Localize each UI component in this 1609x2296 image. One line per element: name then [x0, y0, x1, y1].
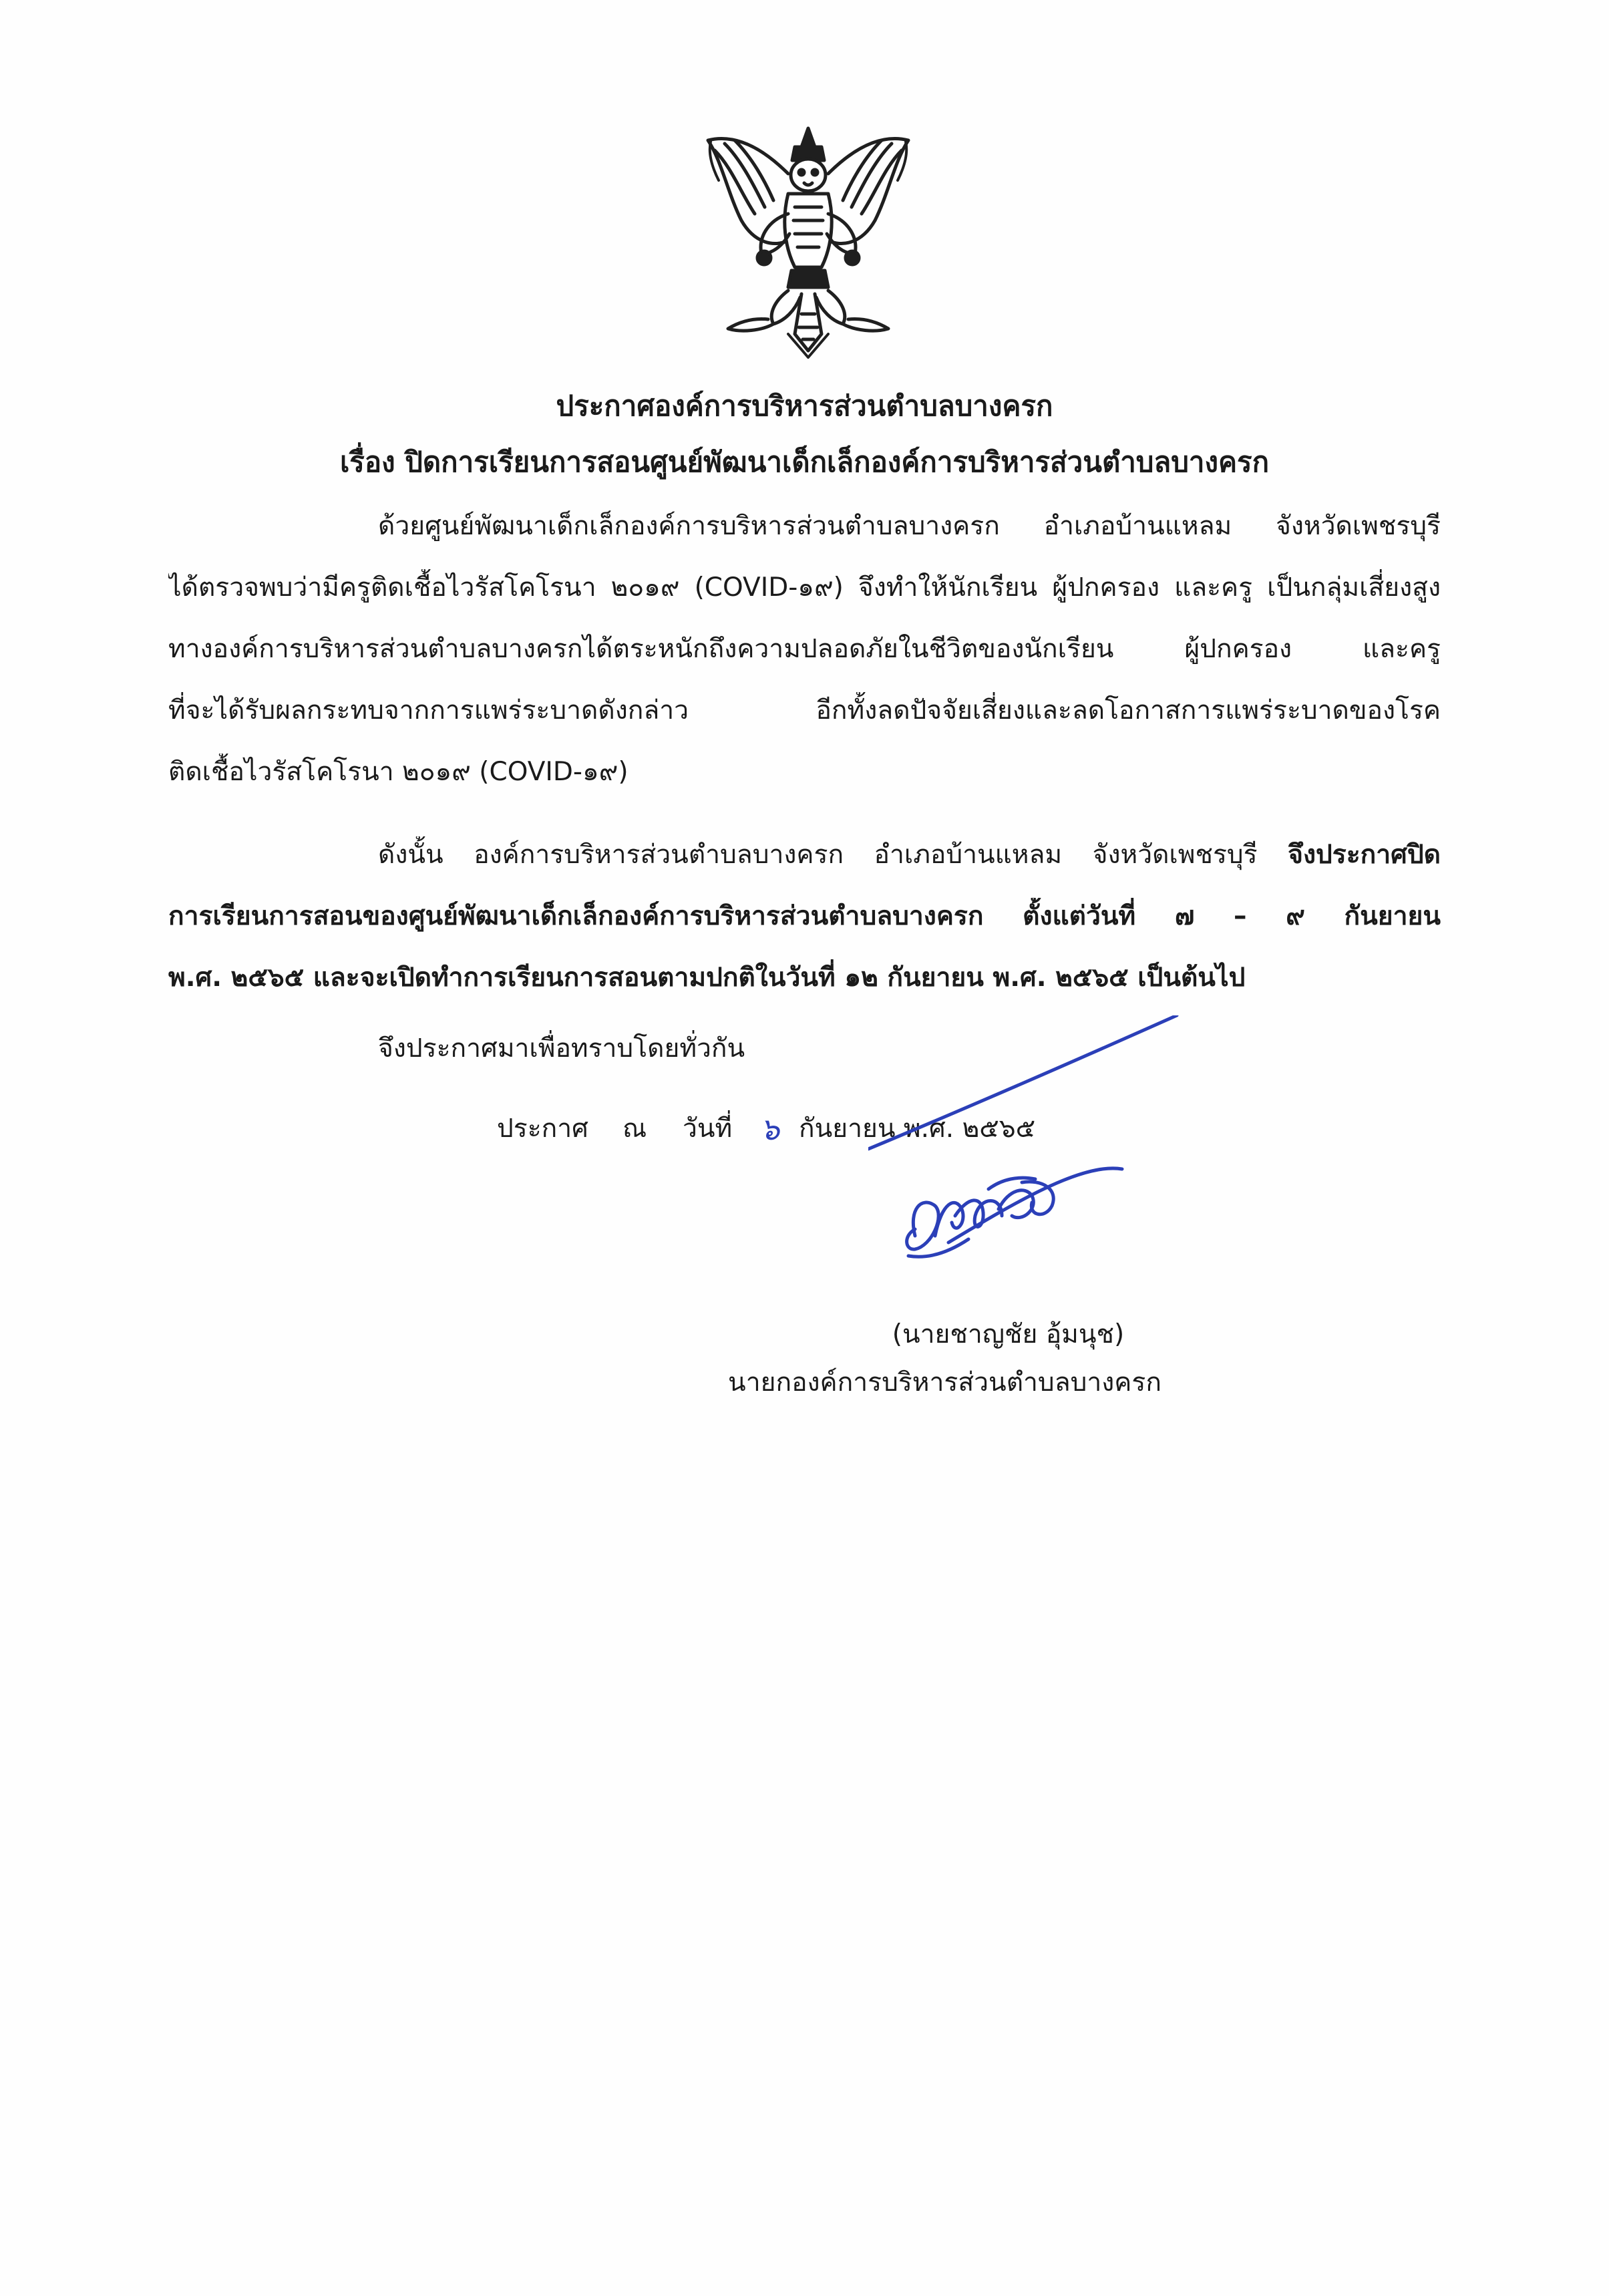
signer-position: นายกองค์การบริหารส่วนตำบลบางครก — [728, 1367, 1161, 1398]
announcement-title: ประกาศองค์การบริหารส่วนตำบลบางครก — [556, 389, 1053, 422]
dateline-prefix: ประกาศ — [497, 1114, 588, 1144]
paragraph1-line3: ทางองค์การบริหารส่วนตำบลบางครกได้ตระหนักถึงความปลอดภัยในชีวิตของนักเรียน ผู้ปกครอง และครู — [168, 634, 1441, 664]
signer-name: (นายชาญชัย อุ้มนุช) — [892, 1319, 1125, 1349]
paragraph2-line3: พ.ศ. ๒๕๖๕ และจะเปิดทำการเรียนการสอนตามปกติในวันที่ ๑๒ กันยายน พ.ศ. ๒๕๖๕ เป็นต้นไป — [168, 963, 1246, 993]
handwritten-signature — [868, 1015, 1202, 1323]
paragraph1-line5: ติดเชื้อไวรัสโคโรนา ๒๐๑๙ (COVID-๑๙) — [168, 757, 629, 787]
dateline-month-year: กันยายน พ.ศ. ๒๕๖๕ — [799, 1114, 1036, 1144]
paragraph2-line1 — [378, 836, 1441, 874]
paragraph1-line2: ได้ตรวจพบว่ามีครูติดเชื้อไวรัสโคโรนา ๒๐๑๙ (COVID-๑๙) จึงทำให้นักเรียน ผู้ปกครอง และครู เป็นกลุ่มเสี่ยงสูง — [168, 572, 1441, 603]
paragraph1-line1: ด้วยศูนย์พัฒนาเด็กเล็กองค์การบริหารส่วนตำบลบางครก อำเภอบ้านแหลม จังหวัดเพชรบุรี — [378, 511, 1441, 541]
paragraph2-line1-normal: ดังนั้น องค์การบริหารส่วนตำบลบางครก อำเภอบ้านแหลม จังหวัดเพชรบุรี — [378, 840, 1288, 870]
paragraph1-line4: ที่จะได้รับผลกระทบจากการแพร่ระบาดดังกล่าว อีกทั้งลดปัจจัยเสี่ยงและลดโอกาสการแพร่ระบาดของโรค — [168, 695, 1441, 725]
announcement-subject: เรื่อง ปิดการเรียนการสอนศูนย์พัฒนาเด็กเล็กองค์การบริหารส่วนตำบลบางครก — [339, 446, 1270, 478]
closing-statement: จึงประกาศมาเพื่อทราบโดยทั่วกัน — [378, 1033, 745, 1063]
paragraph2-line2: การเรียนการสอนของศูนย์พัฒนาเด็กเล็กองค์การบริหารส่วนตำบลบางครก ตั้งแต่วันที่ ๗ – ๙ กันยายน — [168, 901, 1441, 931]
garuda-emblem-icon — [695, 120, 922, 361]
dateline-day-label: วันที่ — [683, 1114, 733, 1144]
dateline-at: ณ — [622, 1114, 647, 1144]
dateline-day-handwritten: ๖ — [760, 1111, 780, 1147]
paragraph2-line1-bold: จึงประกาศปิด — [1288, 840, 1441, 870]
